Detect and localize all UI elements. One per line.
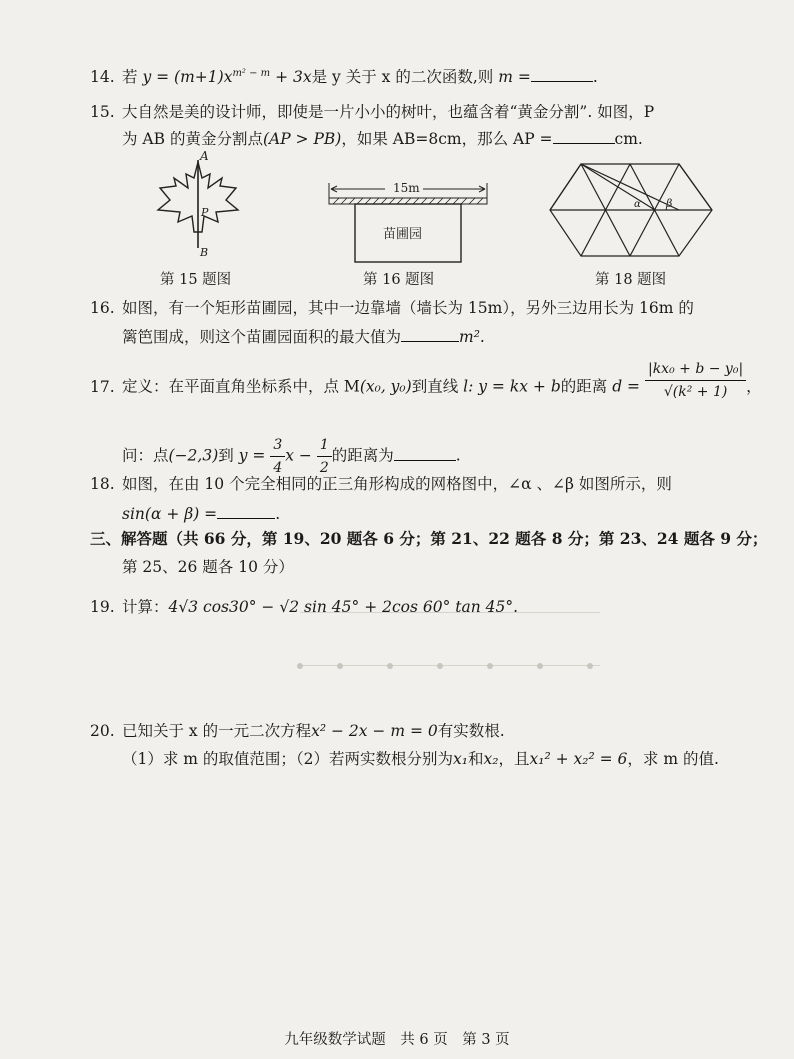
section-3-heading-line2: 第 25、26 题各 10 分） xyxy=(122,558,294,576)
label-a: A xyxy=(200,149,209,163)
triangle-grid-figure xyxy=(548,160,718,260)
question-15-line2: 为 AB 的黄金分割点(AP > PB)，如果 AB=8cm，那么 AP = cm. xyxy=(122,127,643,150)
answer-blank-16[interactable] xyxy=(401,325,459,342)
question-17-line2: 问：点(−2,3)到 y = $\frac{3}{4}$ x − $\frac{1}{2}$ 的距离为 . xyxy=(122,434,461,479)
bleed-through-dots xyxy=(290,660,610,672)
question-20-line1: 20. 已知关于 x 的一元二次方程x² − 2x − m = 0有实数根. xyxy=(90,722,505,740)
question-16-line2: 篱笆围成，则这个苗圃园面积的最大值为 m². xyxy=(122,325,485,348)
caption-figure-15: 第 15 题图 xyxy=(160,272,232,288)
answer-blank-15[interactable] xyxy=(553,127,615,144)
label-b: B xyxy=(200,246,209,259)
answer-blank-18[interactable] xyxy=(217,502,275,519)
page-footer: 九年级数学试题 共 6 页 第 3 页 xyxy=(284,1032,510,1048)
label-p: P xyxy=(201,206,209,219)
garden-label: 苗圃园 xyxy=(383,227,423,242)
answer-blank-14[interactable] xyxy=(531,65,593,82)
section-3-heading: 三、解答题（共 66 分，第 19、20 题各 6 分；第 21、22 题各 8 分；第 23、24 题各 9 分； xyxy=(90,529,768,548)
question-17-line1: 17. 定义：在平面直角坐标系中，点 M(x₀, y₀)到直线 l: y = kx + b的距离 d = $\frac{\text{|kx₀ + b − y₀|}}{\text{√(k² + 1)}}$ ， xyxy=(90,372,762,403)
caption-figure-16: 第 16 题图 xyxy=(363,272,435,288)
distance-formula: $\frac{\text{|kx₀ + b − y₀|}}{\text{√(k² + 1)}}$ xyxy=(645,358,746,403)
question-14: 14. 若 $y = (m+1)x^{m^2 - m} + 3x$是 y 关于 x 的二次函数,则 m = . xyxy=(90,63,598,88)
caption-figure-18: 第 18 题图 xyxy=(595,272,667,288)
question-18-line1: 18. 如图，在由 10 个完全相同的正三角形构成的网格图中，∠α 、∠β 如图所示，则 xyxy=(90,475,672,493)
answer-blank-17[interactable] xyxy=(394,444,456,461)
maple-leaf-figure xyxy=(150,148,250,260)
question-20-line2: （1）求 m 的取值范围；（2）若两实数根分别为x₁和x₂，且x₁² + x₂² = 6，求 m 的值. xyxy=(122,750,719,768)
question-18-line2: sin(α + β) = . xyxy=(122,502,280,525)
alpha-label: α xyxy=(634,199,641,210)
question-16-line1: 16. 如图，有一个矩形苗圃园，其中一边靠墙（墙长为 15m），另外三边用长为 16m 的 xyxy=(90,299,694,317)
question-19: 19. 计算：4√3 cos30° − √2 sin 45° + 2cos 60° tan 45°. xyxy=(90,598,519,616)
question-15-line1: 15. 大自然是美的设计师，即使是一片小小的树叶，也蕴含着“黄金分割”. 如图，P xyxy=(90,103,655,121)
wall-length-label: 15m xyxy=(393,181,420,195)
garden-figure xyxy=(325,180,490,265)
beta-label: β xyxy=(666,197,673,210)
